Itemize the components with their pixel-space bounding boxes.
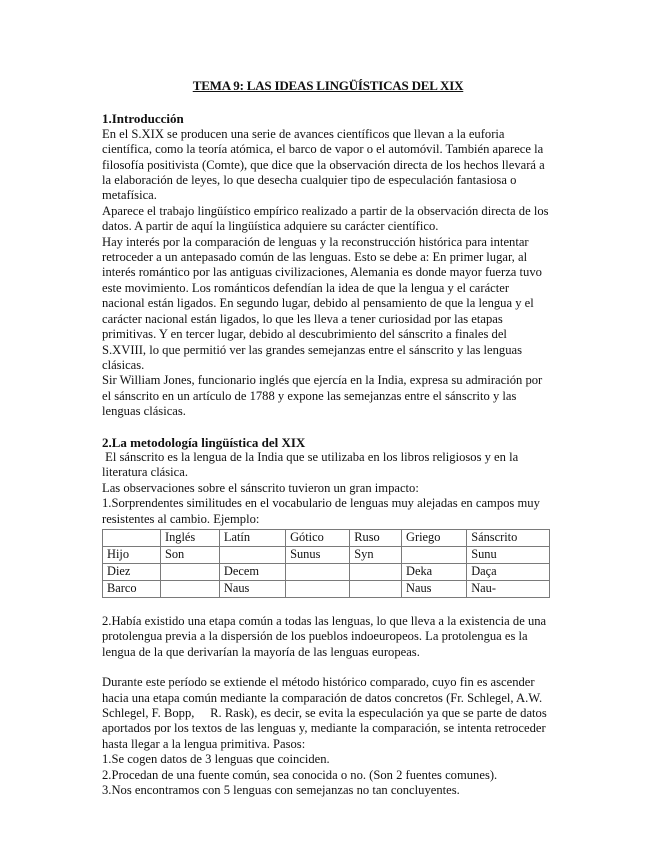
paragraph: En el S.XIX se producen una serie de avances científicos que llevan a la euforia científica, como la teoría atómica, el barco de vapor o el automóvil. También aparece la filosofía positivista (Comte), que dice que la observación directa de los hechos llevará a la elaboración de leyes, lo que desecha cualquier tipo de especulación fantasiosa o metafísica.: [102, 126, 545, 203]
list-item: 1.Se cogen datos de 3 lenguas que coinciden.: [102, 752, 330, 767]
section-heading-metodologia: 2.La metodología lingüística del XIX: [102, 434, 306, 450]
table-cell: Nau-: [467, 580, 550, 597]
table-cell: [286, 580, 350, 597]
table-cell: Sánscrito: [467, 529, 550, 546]
table-cell: [402, 546, 467, 563]
list-item: 2.Procedan de una fuente común, sea conocida o no. (Son 2 fuentes comunes).: [102, 767, 498, 782]
paragraph: El sánscrito es la lengua de la India que se utilizaba en los libros religiosos y en la literatura clásica.: [102, 449, 522, 480]
table-cell: Inglés: [160, 529, 219, 546]
table-cell: Daça: [467, 563, 550, 580]
table-row: [103, 580, 550, 597]
document-body: [102, 78, 554, 798]
table-cell: Barco: [103, 580, 161, 597]
paragraph: Las observaciones sobre el sánscrito tuvieron un gran impacto:: [102, 480, 419, 495]
paragraph: Sir William Jones, funcionario inglés que ejercía en la India, expresa su admiración por el sánscrito en un artículo de 1788 y expone las semejanzas entre el sánscrito y las lenguas clásicas.: [102, 373, 543, 419]
vocabulary-table: [102, 529, 550, 598]
paragraph: Hay interés por la comparación de lenguas y la reconstrucción histórica para intentar retroceder a un antepasado común de las lenguas. Esto se debe a: En primer lugar, al interés romántico por las antiguas civilizaciones, Alemania es donde mayor fuerza tuvo este movimiento. Los románticos defendían la idea de que la lengua y el carácter nacional están ligados. En segundo lugar, debido al pensamiento de que la lengua y el carácter nacional están ligados, lo que les lleva a tener curiosidad por las etapas primitivas. Y en tercer lugar, debido al descubrimiento del sánscrito a finales del S.XVIII, lo que permitió ver las grandes semejanzas entre el sánscrito y las lenguas clásicas.: [102, 234, 542, 372]
table-cell: [286, 563, 350, 580]
table-cell: [350, 580, 402, 597]
table-cell: Ruso: [350, 529, 402, 546]
table-cell: Sunus: [286, 546, 350, 563]
table-cell: Deka: [402, 563, 467, 580]
table-cell: Diez: [103, 563, 161, 580]
table-cell: Naus: [402, 580, 467, 597]
paragraph: 1.Sorprendentes similitudes en el vocabulario de lenguas muy alejadas en campos muy resistentes al cambio. Ejemplo:: [102, 496, 540, 526]
table-cell: [219, 546, 285, 563]
table-cell: Latín: [219, 529, 285, 546]
list-item: 3.Nos encontramos con 5 lenguas con semejanzas no tan concluyentes.: [102, 783, 460, 798]
table-cell: Decem: [219, 563, 285, 580]
spacer: [102, 420, 554, 435]
section-heading-introduccion: 1.Introducción: [102, 111, 184, 127]
paragraph: Durante este período se extiende el método histórico comparado, cuyo fin es ascender hacia una etapa común mediante la comparación de datos concretos (Fr. Schlegel, A.W. Schlegel, F. Bopp, R. Rask), es decir, se evita la especulación ya que se parte de datos aportados por los textos de las lenguas y, mediante la comparación, se intenta retroceder hasta llegar a la lengua primitiva. Pasos:: [102, 675, 550, 751]
table-cell: Hijo: [103, 546, 161, 563]
table-cell: Syn: [350, 546, 402, 563]
spacer: [102, 660, 554, 675]
table-cell: Griego: [402, 529, 467, 546]
table-row: [103, 546, 550, 563]
table-cell: [103, 529, 161, 546]
table-cell: Son: [160, 546, 219, 563]
table-cell: [350, 563, 402, 580]
table-row: [103, 563, 550, 580]
table-cell: [160, 563, 219, 580]
paragraph: Aparece el trabajo lingüístico empírico realizado a partir de la observación directa de los datos. A partir de aquí la lingüística adquiere su carácter científico.: [102, 203, 549, 234]
table-cell: Naus: [219, 580, 285, 597]
table-cell: Sunu: [467, 546, 550, 563]
table-cell: [160, 580, 219, 597]
paragraph: 2.Había existido una etapa común a todas las lenguas, lo que lleva a la existencia de una protolengua previa a la dispersión de los pueblos indoeuropeos. La protolengua es la lengua de la que derivarían la mayoría de las lenguas europeas.: [102, 613, 547, 659]
table-cell: Gótico: [286, 529, 350, 546]
page-title: TEMA 9: LAS IDEAS LINGÜÍSTICAS DEL XIX: [192, 78, 464, 93]
table-header-row: [103, 529, 550, 546]
